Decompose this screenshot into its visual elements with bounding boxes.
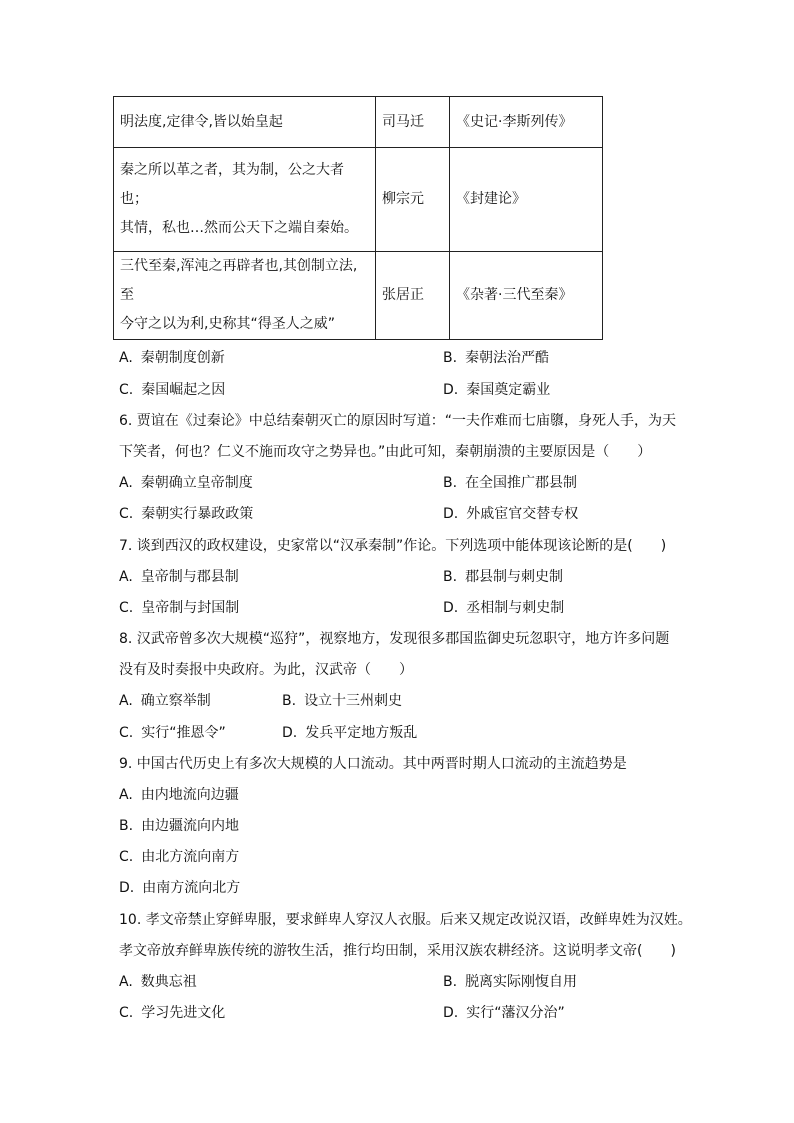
author-cell: 张居正 bbox=[376, 252, 450, 340]
q9-option-a: A. 由内地流向边疆 bbox=[119, 787, 239, 803]
q6-stem-line: 下笑者，何也？仁义不施而攻守之势异也。”由此可知，秦朝崩溃的主要原因是（ ） bbox=[119, 444, 652, 460]
q10-stem-line: 孝文帝放弃鲜卑族传统的游牧生活，推行均田制，采用汉族农耕经济。这说明孝文帝( ) bbox=[119, 943, 676, 959]
q10-option-c: C. 学习先进文化 bbox=[119, 1005, 226, 1021]
q10-option-b: B. 脱离实际刚愎自用 bbox=[443, 974, 578, 990]
q9-option-d: D. 由南方流向北方 bbox=[119, 880, 241, 896]
q10-option-a: A. 数典忘祖 bbox=[119, 974, 197, 990]
source-cell: 《封建论》 bbox=[450, 148, 603, 252]
q7-option-d: D. 丞相制与刺史制 bbox=[443, 600, 565, 616]
q6-option-b: B. 在全国推广郡县制 bbox=[443, 475, 578, 491]
q5-option-a: A. 秦朝制度创新 bbox=[119, 350, 225, 366]
q6-option-c: C. 秦朝实行暴政政策 bbox=[119, 506, 254, 522]
table-row bbox=[114, 148, 603, 252]
quote-line: 三代至秦,浑沌之再辟者也,其创制立法,至 bbox=[120, 258, 358, 303]
quote-cell bbox=[114, 148, 376, 252]
q7-stem-line: 7. 谈到西汉的政权建设，史家常以“汉承秦制”作论。下列选项中能体现该论断的是( ) bbox=[119, 538, 667, 554]
source-cell: 《杂著·三代至秦》 bbox=[450, 252, 603, 340]
author-cell: 柳宗元 bbox=[376, 148, 450, 252]
quote-cell bbox=[114, 252, 376, 340]
q5-option-c: C. 秦国崛起之因 bbox=[119, 382, 226, 398]
q6-option-a: A. 秦朝确立皇帝制度 bbox=[119, 475, 253, 491]
q6-stem-line: 6. 贾谊在《过秦论》中总结秦朝灭亡的原因时写道：“一夫作难而七庙隳，身死人手，为天 bbox=[119, 413, 677, 429]
quote-line: 今守之以为利,史称其“得圣人之威” bbox=[120, 316, 335, 332]
q8-stem-line: 8. 汉武帝曾多次大规模“巡狩”，视察地方，发现很多郡国监御史玩忽职守，地方许多问题 bbox=[119, 631, 670, 647]
q7-option-a: A. 皇帝制与郡县制 bbox=[119, 569, 239, 585]
q5-option-b: B. 秦朝法治严酷 bbox=[443, 350, 550, 366]
q8-option-d: D. 发兵平定地方叛乱 bbox=[282, 725, 418, 741]
quotes-table bbox=[113, 96, 603, 340]
q9-option-c: C. 由北方流向南方 bbox=[119, 849, 240, 865]
q7-option-b: B. 郡县制与刺史制 bbox=[443, 569, 564, 585]
q7-option-c: C. 皇帝制与封国制 bbox=[119, 600, 240, 616]
q9-stem-line: 9. 中国古代历史上有多次大规模的人口流动。其中两晋时期人口流动的主流趋势是 bbox=[119, 756, 627, 772]
quote-line: 秦之所以革之者，其为制，公之大者也； bbox=[120, 162, 344, 207]
table-row bbox=[114, 252, 603, 340]
q6-option-d: D. 外戚宦官交替专权 bbox=[443, 506, 579, 522]
source-cell: 《史记·李斯列传》 bbox=[450, 97, 603, 148]
author-cell: 司马迁 bbox=[376, 97, 450, 148]
q5-option-d: D. 秦国奠定霸业 bbox=[443, 382, 551, 398]
q9-option-b: B. 由边疆流向内地 bbox=[119, 818, 240, 834]
quote-line: 其情，私也…然而公天下之端自秦始。 bbox=[120, 220, 358, 236]
q10-stem-line: 10. 孝文帝禁止穿鲜卑服，要求鲜卑人穿汉人衣服。后来又规定改说汉语，改鲜卑姓为汉姓。 bbox=[119, 912, 692, 928]
table-row bbox=[114, 97, 603, 148]
q8-option-b: B. 设立十三州刺史 bbox=[282, 693, 403, 709]
quote-cell: 明法度,定律令,皆以始皇起 bbox=[114, 97, 376, 148]
q10-option-d: D. 实行“藩汉分治” bbox=[443, 1005, 565, 1021]
q8-option-a: A. 确立察举制 bbox=[119, 693, 211, 709]
q8-stem-line: 没有及时奏报中央政府。为此，汉武帝（ ） bbox=[119, 662, 413, 678]
q8-option-c: C. 实行“推恩令” bbox=[119, 725, 226, 741]
